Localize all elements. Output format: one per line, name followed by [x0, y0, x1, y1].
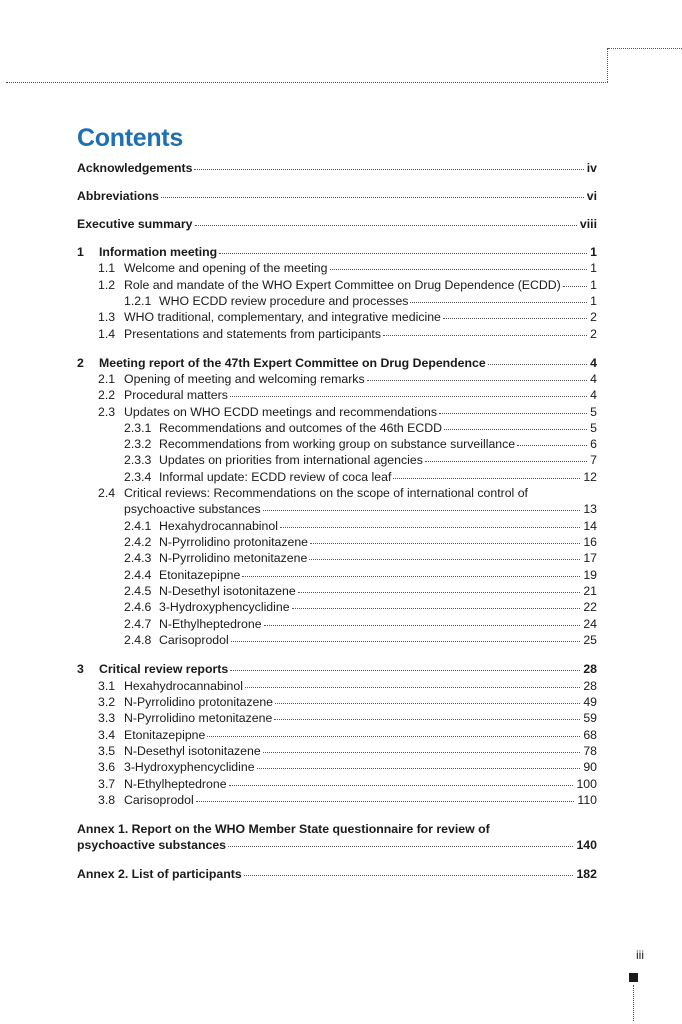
toc-entry-page: 4: [590, 372, 597, 386]
toc-entry-number: 3: [77, 662, 84, 676]
dot-leader: [230, 395, 587, 397]
toc-entry[interactable]: [124, 420, 597, 436]
toc-entry-label: Recommendations from working group on substance surveillance: [159, 437, 516, 451]
toc-entry[interactable]: [124, 469, 597, 485]
toc-entry-number: 2.4.6: [124, 600, 152, 614]
dot-leader: [517, 444, 587, 446]
toc-entry-number: 2.4.8: [124, 633, 152, 647]
toc-entry-page: 25: [583, 633, 597, 647]
toc-entry-page: 14: [583, 519, 597, 533]
toc-entry-number: 1.1: [98, 261, 116, 275]
toc-entry-label: 3-Hydroxyphencyclidine: [124, 760, 255, 774]
toc-entry-label: Meeting report of the 47th Expert Committee on Drug Dependence: [99, 356, 486, 370]
toc-entry-page: 1: [590, 294, 597, 308]
dot-leader: [228, 845, 573, 847]
dot-leader: [263, 509, 581, 511]
toc-entry-page: 1: [590, 261, 597, 275]
dot-leader: [195, 224, 577, 226]
toc-entry-number: 3.5: [98, 744, 116, 758]
toc-entry-label: N-Desethyl isotonitazene: [159, 584, 296, 598]
toc-entry-page: 5: [590, 405, 597, 419]
toc-entry-number: 2: [77, 356, 84, 370]
toc-entry-page: 68: [583, 728, 597, 742]
toc-entry-number: 2.4.7: [124, 617, 152, 631]
page-marker-square: [629, 973, 638, 982]
toc-entry-label: Informal update: ECDD review of coca leaf: [159, 470, 392, 484]
toc-entry-number: 3.6: [98, 760, 116, 774]
toc-entry-page: 16: [583, 535, 597, 549]
toc-entry-label: Acknowledgements: [77, 161, 193, 175]
toc-entry-number: 3.3: [98, 711, 116, 725]
toc-entry-page: 7: [590, 453, 597, 467]
toc-entry-label: N-Pyrrolidino protonitazene: [159, 535, 309, 549]
toc-entry-page: 2: [590, 327, 597, 341]
toc-entry[interactable]: [98, 485, 597, 501]
toc-entry[interactable]: [77, 160, 597, 176]
toc-entry[interactable]: [124, 534, 597, 550]
toc-entry-label: Updates on priorities from international agencies: [159, 453, 423, 467]
dot-leader: [275, 702, 580, 704]
dot-leader: [219, 252, 587, 254]
dot-leader: [207, 735, 580, 737]
toc-entry-number: 1: [77, 245, 84, 259]
toc-entry[interactable]: [124, 518, 597, 534]
toc-entry-page: 4: [590, 388, 597, 402]
dot-leader: [410, 301, 587, 303]
toc-entry-label: psychoactive substances: [77, 838, 226, 852]
toc-entry-number: 2.4.1: [124, 519, 152, 533]
toc-entry[interactable]: [77, 821, 597, 837]
dot-leader: [263, 751, 581, 753]
toc-entry-page: 22: [583, 600, 597, 614]
toc-entry[interactable]: [98, 404, 597, 420]
toc-entry-number: 2.4.3: [124, 551, 152, 565]
toc-entry-number: 2.4.2: [124, 535, 152, 549]
toc-entry-number: 2.4: [98, 486, 116, 500]
toc-entry-number: 2.3: [98, 405, 116, 419]
dot-leader: [194, 168, 583, 170]
toc-entry-number: 2.3.3: [124, 453, 152, 467]
toc-entry-number: 2.1: [98, 372, 116, 386]
toc-entry-number: 1.3: [98, 310, 116, 324]
toc-entry-page: 110: [577, 793, 597, 807]
toc-entry-label: N-Ethylheptedrone: [159, 617, 262, 631]
toc-entry[interactable]: [98, 678, 597, 694]
dot-leader: [439, 412, 587, 414]
dot-leader: [196, 800, 575, 802]
dot-leader: [367, 379, 588, 381]
toc-entry-label: Opening of meeting and welcoming remarks: [124, 372, 365, 386]
toc-entry-label: Etonitazepipne: [124, 728, 206, 742]
toc-entry[interactable]: [77, 355, 597, 371]
toc-entry-page: 28: [583, 662, 597, 676]
toc-entry-label: Information meeting: [99, 245, 218, 259]
toc-entry-page: 17: [583, 551, 597, 565]
dot-leader: [274, 718, 580, 720]
toc-entry[interactable]: [98, 759, 597, 775]
toc-entry-label: WHO traditional, complementary, and integrative medicine: [124, 310, 441, 324]
dot-leader: [298, 591, 581, 593]
toc-entry-page: 90: [583, 760, 597, 774]
toc-entry-label: Annex 2. List of participants: [77, 867, 242, 881]
toc-entry-number: 2.2: [98, 388, 116, 402]
toc-entry-label: Procedural matters: [124, 388, 228, 402]
toc-entry-label: Annex 1. Report on the WHO Member State questionnaire for review of: [77, 822, 490, 836]
toc-entry-page: 28: [583, 679, 597, 693]
toc-entry-page: vi: [586, 189, 597, 203]
toc-entry-label: Critical review reports: [99, 662, 229, 676]
dot-leader: [330, 268, 588, 270]
toc-entry[interactable]: [124, 550, 597, 566]
toc-entry-label: Etonitazepipne: [159, 568, 241, 582]
toc-entry-label: psychoactive substances: [124, 502, 261, 516]
toc-entry-number: 3.2: [98, 695, 116, 709]
toc-entry-number: 2.4.4: [124, 568, 152, 582]
dot-leader: [383, 334, 587, 336]
toc-entry[interactable]: [98, 309, 597, 325]
toc-entry-page: 49: [583, 695, 597, 709]
toc-entry[interactable]: [77, 837, 597, 853]
toc-entry-page: 1: [590, 278, 597, 292]
toc-entry-page: 12: [583, 470, 597, 484]
toc-entry[interactable]: [98, 776, 597, 792]
toc-entry[interactable]: [98, 727, 597, 743]
toc-entry-label: N-Ethylheptedrone: [124, 777, 227, 791]
dot-leader: [280, 526, 580, 528]
toc-entry[interactable]: [98, 743, 597, 759]
toc-entry-label: Carisoprodol: [124, 793, 194, 807]
dot-leader: [257, 767, 581, 769]
toc-entry-page: 24: [583, 617, 597, 631]
toc-entry-page: 6: [590, 437, 597, 451]
dot-leader: [229, 784, 574, 786]
dot-leader: [244, 874, 574, 876]
toc-entry[interactable]: [124, 567, 597, 583]
toc-entry-label: N-Pyrrolidino metonitazene: [159, 551, 308, 565]
bottom-dotted-rule: [633, 985, 634, 1021]
toc-entry[interactable]: [77, 866, 597, 882]
toc-entry-label: N-Pyrrolidino metonitazene: [124, 711, 273, 725]
dot-leader: [242, 575, 580, 577]
toc-entry-label: Carisoprodol: [159, 633, 229, 647]
toc-entry[interactable]: [77, 244, 597, 260]
toc-entry[interactable]: [98, 792, 597, 808]
toc-entry-page: 19: [583, 568, 597, 582]
toc-entry-page: 5: [590, 421, 597, 435]
toc-entry[interactable]: [124, 583, 597, 599]
toc-entry-number: 1.2: [98, 278, 116, 292]
toc-entry[interactable]: [124, 599, 597, 615]
toc-entry-page: iv: [586, 161, 597, 175]
toc-entry-number: 2.4.5: [124, 584, 152, 598]
toc-entry-page: 182: [576, 867, 597, 881]
dot-leader: [161, 196, 584, 198]
toc-entry-page: 13: [583, 502, 597, 516]
toc-entry[interactable]: [98, 387, 597, 403]
toc-entry-number: 2.3.2: [124, 437, 152, 451]
toc-entry[interactable]: [124, 293, 597, 309]
toc-entry[interactable]: [124, 632, 597, 648]
toc-entry-page: viii: [579, 217, 597, 231]
page-number: iii: [636, 948, 644, 962]
dot-leader: [443, 317, 587, 319]
toc-entry-label: Hexahydrocannabinol: [159, 519, 278, 533]
toc-entry-label: Recommendations and outcomes of the 46th ECDD: [159, 421, 442, 435]
toc-entry-page: 78: [583, 744, 597, 758]
page-title: Contents: [77, 124, 183, 152]
toc-entry-number: 2.3.4: [124, 470, 152, 484]
toc-entry-number: 3.8: [98, 793, 116, 807]
toc-entry-label: 3-Hydroxyphencyclidine: [159, 600, 290, 614]
toc-entry-number: 1.4: [98, 327, 116, 341]
toc-entry[interactable]: [98, 260, 597, 276]
toc-entry[interactable]: [77, 216, 597, 232]
dot-leader: [231, 640, 581, 642]
toc-entry-page: 1: [590, 245, 597, 259]
toc-entry-label: Critical reviews: Recommendations on the scope of international control of: [124, 486, 528, 500]
toc-entry-label: Hexahydrocannabinol: [124, 679, 243, 693]
toc-entry[interactable]: [77, 661, 597, 677]
toc-entry-number: 3.1: [98, 679, 116, 693]
toc-entry-page: 21: [583, 584, 597, 598]
toc-entry-number: 3.4: [98, 728, 116, 742]
dot-leader: [393, 477, 580, 479]
toc-entry[interactable]: [98, 371, 597, 387]
dot-leader: [310, 542, 580, 544]
toc-entry-number: 1.2.1: [124, 294, 152, 308]
dot-leader: [444, 428, 587, 430]
toc-entry[interactable]: [124, 616, 597, 632]
dot-leader: [264, 624, 581, 626]
toc-entry[interactable]: [98, 277, 597, 293]
dot-leader: [245, 686, 580, 688]
toc-entry-page: 2: [590, 310, 597, 324]
toc-entry-label: Updates on WHO ECDD meetings and recommendations: [124, 405, 438, 419]
dot-leader: [563, 285, 587, 287]
toc-entry-label: WHO ECDD review procedure and processes: [159, 294, 409, 308]
toc-entry-label: Welcome and opening of the meeting: [124, 261, 328, 275]
toc-entry-label: N-Desethyl isotonitazene: [124, 744, 261, 758]
toc-entry-number: 2.3.1: [124, 421, 152, 435]
toc-entry-page: 100: [576, 777, 597, 791]
toc-entry-number: 3.7: [98, 777, 116, 791]
toc-entry-label: Presentations and statements from participants: [124, 327, 381, 341]
toc-entry-page: 59: [583, 711, 597, 725]
dot-leader: [292, 607, 581, 609]
toc-entry[interactable]: [77, 188, 597, 204]
dot-leader: [425, 460, 587, 462]
toc-entry[interactable]: [124, 436, 597, 452]
toc-entry[interactable]: [124, 452, 597, 468]
dot-leader: [309, 558, 580, 560]
toc-entry[interactable]: [124, 501, 597, 517]
toc-entry-label: Executive summary: [77, 217, 193, 231]
dot-leader: [488, 363, 587, 365]
toc-entry[interactable]: [98, 326, 597, 342]
toc-entry-page: 140: [576, 838, 597, 852]
toc-entry[interactable]: [98, 710, 597, 726]
toc-entry-label: Abbreviations: [77, 189, 159, 203]
toc-entry-label: N-Pyrrolidino protonitazene: [124, 695, 274, 709]
toc-entry[interactable]: [98, 694, 597, 710]
toc-entry-label: Role and mandate of the WHO Expert Committee on Drug Dependence (ECDD): [124, 278, 561, 292]
toc-entry-page: 4: [590, 356, 597, 370]
dot-leader: [230, 669, 580, 671]
